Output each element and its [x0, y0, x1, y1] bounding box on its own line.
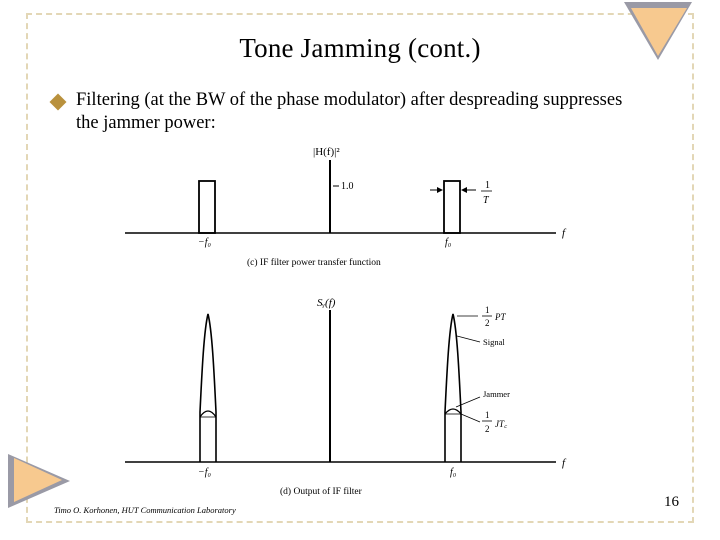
figure-c-axis-f: f: [562, 227, 566, 239]
figure-d-left-jammer-curve: [200, 411, 216, 417]
bullet-text: Filtering (at the BW of the phase modulator) after despreading suppresses the jammer power:: [76, 90, 623, 133]
figure-d-peak-num: 1: [485, 305, 490, 315]
figure-c-neg-freq-label: −f₀: [198, 237, 212, 248]
figure-d-pos-freq-label: f₀: [450, 467, 457, 478]
figure-c-y-axis-label: |H(f)|²: [313, 146, 340, 158]
figure-d-jammer-label: Jammer: [483, 389, 510, 399]
figure-d-y-axis-label: Sᵧ(f): [317, 297, 336, 309]
figure-d-signal-label: Signal: [483, 337, 505, 347]
figure-d-left-signal-peak: [200, 314, 216, 462]
figure-d-peak-den: 2: [485, 318, 490, 328]
figure-c-width-denominator: T: [483, 195, 489, 206]
figure-d-peak-suffix: PT: [495, 312, 506, 322]
footer-credit: Timo O. Korhonen, HUT Communication Laboratory: [54, 505, 236, 515]
figure-d: [125, 297, 567, 497]
figure-d-right-jammer-curve: [445, 409, 461, 414]
figure-d-jammer-den: 2: [485, 424, 490, 434]
figure-c-pos-freq-label: f₀: [445, 237, 452, 248]
figure-c-right-passband: [444, 181, 460, 233]
page-number: 16: [664, 494, 679, 510]
figure-d-caption: (d) Output of IF filter: [280, 487, 362, 497]
figure-c-width-numerator: 1: [485, 180, 490, 191]
figure-c-level-label: 1.0: [341, 181, 354, 192]
slide-title: Tone Jamming (cont.): [239, 33, 481, 63]
figure-d-neg-freq-label: −f₀: [198, 467, 212, 478]
figure-c-left-passband: [199, 181, 215, 233]
figure-c: [125, 146, 567, 268]
figure-d-jammer-num: 1: [485, 410, 490, 420]
figure-d-axis-f: f: [562, 457, 566, 469]
figure-c-caption: (c) IF filter power transfer function: [247, 258, 381, 268]
figure-d-jammer-suffix: JT꜀: [495, 419, 508, 429]
